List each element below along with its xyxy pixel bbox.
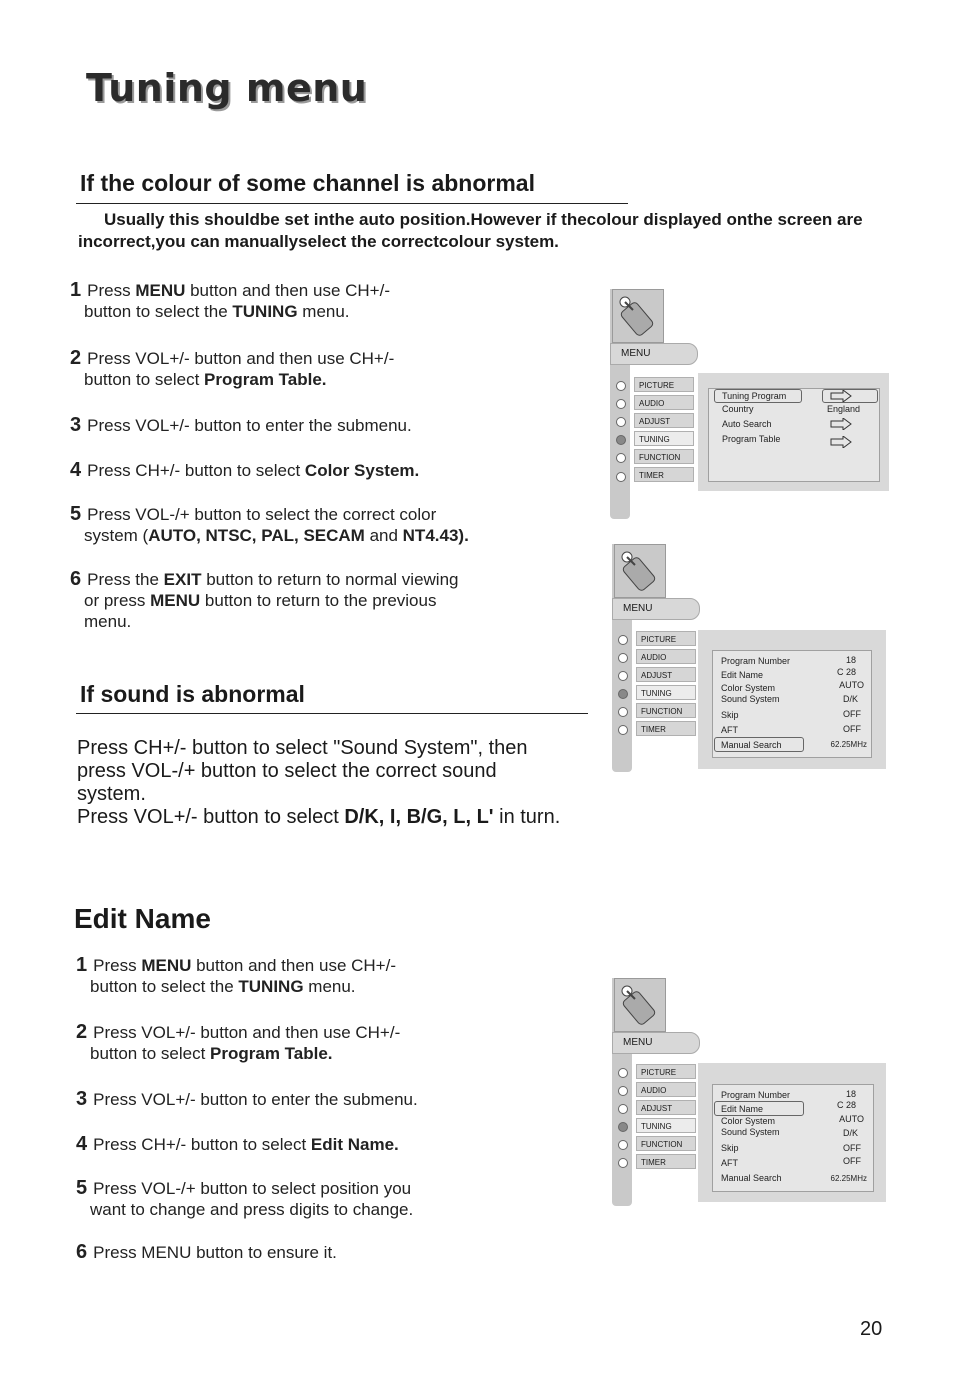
osd-row-auto-search: Auto Search	[722, 419, 772, 429]
osd-value-aft: OFF	[843, 1156, 861, 1166]
osd-country-value: England	[827, 404, 861, 414]
osd-item-timer: TIMER	[636, 1154, 696, 1169]
osd-value-aft: OFF	[843, 724, 861, 734]
osd-item-timer: TIMER	[636, 721, 696, 736]
step-2: 2 Press VOL+/- button and then use CH+/- button to select Program Table.	[70, 347, 395, 389]
osd-label-sound-system: Sound System	[721, 694, 780, 704]
osd-dot	[618, 1158, 628, 1168]
osd-dot	[616, 472, 626, 482]
osd-value-color-system: AUTO	[839, 680, 864, 690]
osd-item-picture: PICTURE	[636, 631, 696, 646]
osd-value-skip: OFF	[843, 1143, 861, 1153]
edit-step-2: 2 Press VOL+/- button and then use CH+/- button to select Program Table.	[76, 1021, 401, 1063]
section-rule	[76, 713, 588, 714]
osd-value-sound-system: D/K	[842, 1128, 858, 1138]
osd-program-table-sound	[612, 544, 902, 784]
osd-item-adjust: ADJUST	[636, 1100, 696, 1115]
antenna-icon	[612, 289, 664, 343]
edit-step-3: 3 Press VOL+/- button to enter the submenu.	[76, 1088, 418, 1110]
osd-dot	[618, 635, 628, 645]
edit-name-heading: Edit Name	[74, 903, 211, 934]
page-title: Tuning menu	[86, 66, 368, 110]
osd-label-color-system: Color System	[721, 1116, 776, 1126]
section-rule	[76, 203, 628, 204]
sound-paragraph: Press CH+/- button to select "Sound System", then press VOL-/+ button to select the correct sound system. Press VOL+/- button to select D/K, I, B/G, L, L' in turn.	[77, 737, 561, 828]
osd-dot	[616, 399, 626, 409]
osd-dot-active	[618, 1122, 628, 1132]
osd-label-manual-search: Manual Search	[721, 1173, 782, 1183]
osd-label-edit-name: Edit Name	[721, 670, 764, 680]
osd-dot	[618, 1140, 628, 1150]
antenna-icon	[614, 544, 666, 598]
osd-label-manual-search: Manual Search	[721, 740, 782, 750]
osd-dot	[618, 671, 628, 681]
osd-dot	[618, 1068, 628, 1078]
osd-item-tuning: TUNING	[636, 1118, 696, 1133]
step-3: 3 Press VOL+/- button to enter the submenu.	[70, 414, 412, 436]
osd-label-edit-name: Edit Name	[721, 1104, 764, 1114]
osd-value-edit-name: C 28	[836, 667, 856, 677]
edit-step-4: 4 Press CH+/- button to select Edit Name.	[76, 1133, 399, 1155]
osd-menu-bar: MENU	[612, 598, 700, 620]
osd-dot-active	[618, 689, 628, 699]
osd-row-tuning-program: Tuning Program	[722, 391, 787, 401]
step-1: 1 Press MENU button and then use CH+/- button to select the TUNING menu.	[70, 279, 390, 321]
osd-label-skip: Skip	[721, 710, 739, 720]
osd-value-skip: OFF	[843, 709, 861, 719]
step-6: 6 Press the EXIT button to return to normal viewing or press MENU button to return to the previous menu.	[70, 568, 459, 631]
osd-item-picture: PICTURE	[634, 377, 694, 392]
osd-item-tuning: TUNING	[634, 431, 694, 446]
osd-row-program-table: Program Table	[722, 434, 781, 444]
osd-label-skip: Skip	[721, 1143, 739, 1153]
osd-label-aft: AFT	[721, 1158, 738, 1168]
arrow-right-icon	[830, 390, 852, 402]
step-4: 4 Press CH+/- button to select Color System.	[70, 459, 420, 481]
intro-paragraph: Usually this shouldbe set inthe auto position.However if thecolour displayed onthe screen are incorrect,you can manuallyselect the correctcolour system.	[78, 210, 863, 251]
osd-item-function: FUNCTION	[636, 703, 696, 718]
osd-label-program-number: Program Number	[721, 656, 791, 666]
osd-value-sound-system: D/K	[842, 694, 858, 704]
osd-item-audio: AUDIO	[636, 649, 696, 664]
edit-step-5: 5 Press VOL-/+ button to select position you want to change and press digits to change.	[76, 1177, 414, 1219]
osd-value-color-system: AUTO	[839, 1114, 864, 1124]
osd-menu-bar: MENU	[612, 1032, 700, 1054]
osd-item-function: FUNCTION	[636, 1136, 696, 1151]
osd-value-frequency: 62.25MHz	[830, 1174, 867, 1183]
osd-tuning-menu	[610, 289, 900, 529]
section-heading-colour: If the colour of some channel is abnormal	[80, 170, 535, 196]
section-heading-sound: If sound is abnormal	[80, 681, 305, 707]
osd-dot	[618, 725, 628, 735]
osd-dot	[618, 707, 628, 717]
osd-dot	[618, 1086, 628, 1096]
osd-item-audio: AUDIO	[634, 395, 694, 410]
osd-dot	[616, 417, 626, 427]
edit-step-6: 6 Press MENU button to ensure it.	[76, 1241, 337, 1263]
osd-value-edit-name: C 28	[836, 1100, 856, 1110]
osd-menu-bar: MENU	[610, 343, 698, 365]
osd-label-aft: AFT	[721, 725, 738, 735]
osd-item-picture: PICTURE	[636, 1064, 696, 1079]
osd-item-adjust: ADJUST	[636, 667, 696, 682]
arrow-right-icon	[830, 436, 852, 448]
osd-label-color-system: Color System	[721, 683, 776, 693]
osd-row-country: Country	[722, 404, 754, 414]
osd-dot-active	[616, 435, 626, 445]
osd-dot	[616, 453, 626, 463]
osd-program-table-edit	[612, 978, 902, 1218]
osd-label-sound-system: Sound System	[721, 1127, 780, 1137]
osd-item-function: FUNCTION	[634, 449, 694, 464]
page-number: 20	[860, 1318, 883, 1340]
osd-label-program-number: Program Number	[721, 1090, 791, 1100]
osd-dot	[618, 653, 628, 663]
osd-item-audio: AUDIO	[636, 1082, 696, 1097]
osd-item-tuning: TUNING	[636, 685, 696, 700]
osd-item-adjust: ADJUST	[634, 413, 694, 428]
step-5: 5 Press VOL-/+ button to select the correct color system (AUTO, NTSC, PAL, SECAM and NT4.43).	[70, 503, 469, 545]
osd-value-program-number: 18	[845, 1089, 856, 1099]
osd-item-timer: TIMER	[634, 467, 694, 482]
osd-dot	[616, 381, 626, 391]
osd-value-program-number: 18	[845, 655, 856, 665]
arrow-right-icon	[830, 418, 852, 430]
edit-step-1: 1 Press MENU button and then use CH+/- button to select the TUNING menu.	[76, 954, 396, 996]
osd-dot	[618, 1104, 628, 1114]
antenna-icon	[614, 978, 666, 1032]
osd-value-frequency: 62.25MHz	[830, 740, 867, 749]
